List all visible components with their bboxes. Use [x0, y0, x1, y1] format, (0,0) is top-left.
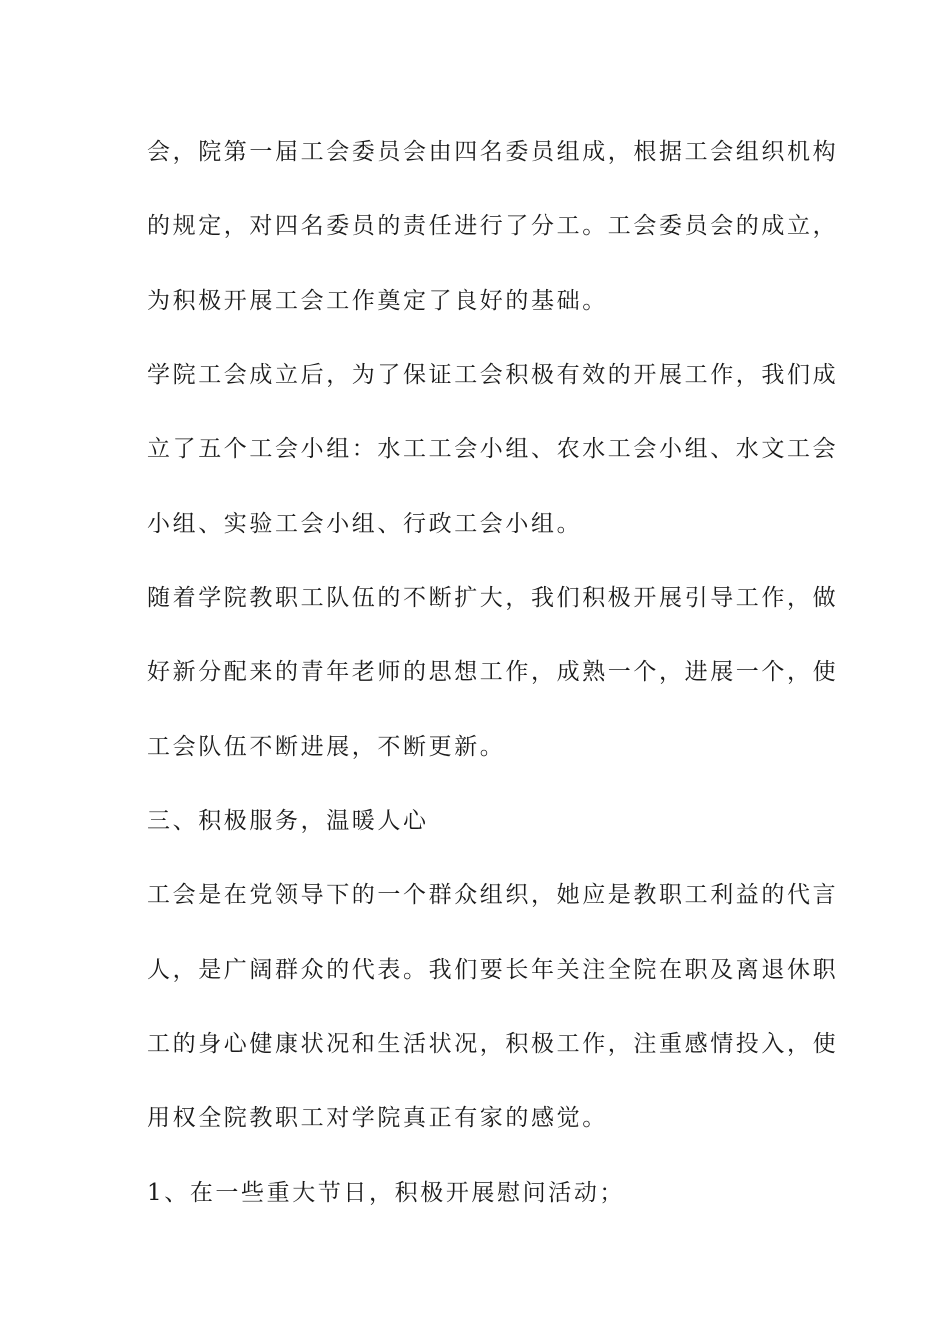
list-item: 1、在一些重大节日，积极开展慰问活动； — [147, 1180, 626, 1206]
text-line: 用权全院教职工对学院真正有家的感觉。 — [147, 1105, 608, 1131]
text-line: 会，院第一届工会委员会由四名委员组成，根据工会组织机构 — [147, 139, 839, 165]
text-line: 的规定，对四名委员的责任进行了分工。工会委员会的成立， — [147, 213, 839, 239]
text-line: 为积极开展工会工作奠定了良好的基础。 — [147, 288, 608, 314]
text-line: 小组、实验工会小组、行政工会小组。 — [147, 511, 583, 537]
text-line: 工会队伍不断进展，不断更新。 — [147, 734, 506, 760]
text-line: 工的身心健康状况和生活状况，积极工作，注重感情投入，使 — [147, 1031, 839, 1057]
text-line: 立了五个工会小组：水工工会小组、农水工会小组、水文工会 — [147, 436, 839, 462]
text-line: 随着学院教职工队伍的不断扩大，我们积极开展引导工作，做 — [147, 585, 839, 611]
text-line: 工会是在党领导下的一个群众组织，她应是教职工利益的代言 — [147, 882, 839, 908]
section-heading: 三、积极服务，温暖人心 — [147, 808, 429, 834]
text-line: 好新分配来的青年老师的思想工作，成熟一个，进展一个，使 — [147, 659, 839, 685]
text-line: 人，是广阔群众的代表。我们要长年关注全院在职及离退休职 — [147, 957, 839, 983]
text-line: 学院工会成立后，为了保证工会积极有效的开展工作，我们成 — [147, 362, 839, 388]
